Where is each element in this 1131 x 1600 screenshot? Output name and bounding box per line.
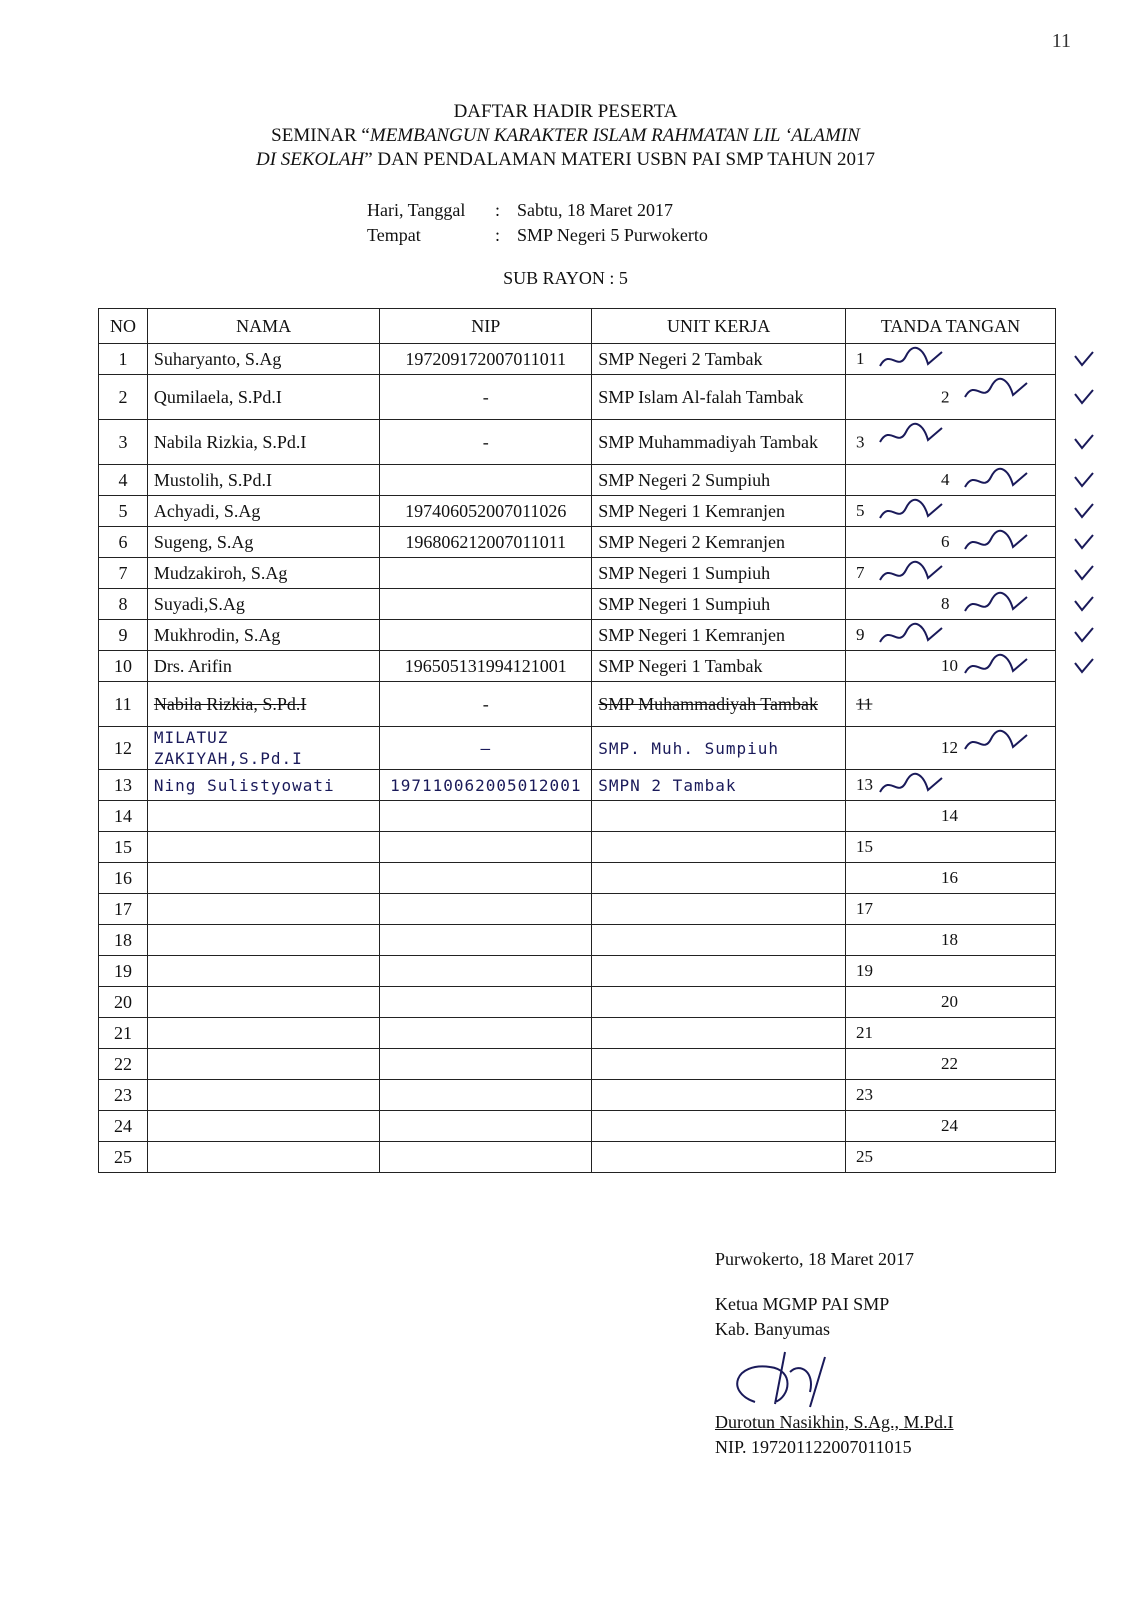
cell-nama bbox=[147, 496, 379, 527]
cell-nama-text: Drs. Arifin bbox=[153, 655, 232, 676]
cell-no bbox=[99, 1111, 148, 1142]
cell-no bbox=[99, 925, 148, 956]
col-header-unit: UNIT KERJA bbox=[592, 309, 846, 344]
cell-no-text: 25 bbox=[113, 1146, 132, 1167]
cell-no bbox=[99, 956, 148, 987]
cell-unit bbox=[592, 727, 846, 770]
table-row bbox=[99, 1111, 1056, 1142]
cell-signature bbox=[846, 344, 1056, 375]
cell-nama bbox=[147, 727, 379, 770]
cell-unit bbox=[592, 375, 846, 420]
cell-nama bbox=[147, 558, 379, 589]
cell-no-text: 24 bbox=[113, 1115, 132, 1136]
cell-nama-text: Sugeng, S.Ag bbox=[153, 531, 254, 552]
cell-nama bbox=[147, 589, 379, 620]
check-mark-icon bbox=[1073, 595, 1095, 613]
cell-nama bbox=[147, 1018, 379, 1049]
signature-number: 10 bbox=[941, 656, 959, 675]
cell-signature bbox=[846, 1018, 1056, 1049]
table-row bbox=[99, 801, 1056, 832]
cell-nama bbox=[147, 894, 379, 925]
cell-signature bbox=[846, 1111, 1056, 1142]
cell-unit bbox=[592, 465, 846, 496]
cell-signature bbox=[846, 527, 1056, 558]
footer-role-2: Kab. Banyumas bbox=[715, 1319, 830, 1339]
table-row bbox=[99, 894, 1056, 925]
cell-no bbox=[99, 1080, 148, 1111]
cell-no bbox=[99, 496, 148, 527]
cell-signature bbox=[846, 420, 1056, 465]
cell-nip bbox=[380, 651, 592, 682]
cell-signature bbox=[846, 1142, 1056, 1173]
day-label: Hari, Tanggal bbox=[367, 200, 466, 220]
chair-signature bbox=[715, 1342, 954, 1410]
signature-mark bbox=[961, 377, 1031, 405]
signature-number: 18 bbox=[941, 930, 959, 949]
signature-mark bbox=[961, 591, 1031, 619]
cell-nama bbox=[147, 682, 379, 727]
cell-signature bbox=[846, 589, 1056, 620]
cell-nip-text: 196505131994121001 bbox=[404, 655, 567, 676]
cell-nip bbox=[380, 496, 592, 527]
cell-nip-text: — bbox=[480, 738, 492, 758]
signature-number: 12 bbox=[941, 738, 959, 757]
cell-nip bbox=[380, 956, 592, 987]
table-row bbox=[99, 527, 1056, 558]
table-row bbox=[99, 620, 1056, 651]
cell-unit-text: SMP Negeri 1 Tambak bbox=[598, 655, 763, 676]
table-row bbox=[99, 956, 1056, 987]
cell-nama-text: Mukhrodin, S.Ag bbox=[153, 624, 281, 645]
cell-nama-text: Suyadi,S.Ag bbox=[153, 593, 245, 614]
cell-nip bbox=[380, 770, 592, 801]
signature-number: 25 bbox=[856, 1147, 874, 1166]
cell-no-text: 20 bbox=[113, 991, 132, 1012]
cell-signature bbox=[846, 1049, 1056, 1080]
cell-no bbox=[99, 727, 148, 770]
cell-signature bbox=[846, 832, 1056, 863]
col-header-nama: NAMA bbox=[147, 309, 379, 344]
cell-nip-text: - bbox=[482, 693, 489, 714]
cell-no bbox=[99, 863, 148, 894]
cell-no bbox=[99, 987, 148, 1018]
table-row bbox=[99, 344, 1056, 375]
cell-unit-text: SMP Negeri 2 Sumpiuh bbox=[598, 469, 771, 490]
cell-nama bbox=[147, 770, 379, 801]
cell-nip bbox=[380, 682, 592, 727]
cell-no-text: 23 bbox=[113, 1084, 132, 1105]
cell-unit bbox=[592, 987, 846, 1018]
cell-no-text: 8 bbox=[118, 593, 128, 614]
table-row bbox=[99, 682, 1056, 727]
cell-unit-text: SMP Islam Al-falah Tambak bbox=[598, 386, 804, 407]
table-row bbox=[99, 1049, 1056, 1080]
cell-no-text: 18 bbox=[113, 929, 132, 950]
cell-no bbox=[99, 527, 148, 558]
signature-number: 15 bbox=[856, 837, 874, 856]
cell-unit bbox=[592, 1142, 846, 1173]
cell-no-text: 13 bbox=[113, 774, 132, 795]
cell-signature bbox=[846, 558, 1056, 589]
signature-number: 20 bbox=[941, 992, 959, 1011]
table-row bbox=[99, 558, 1056, 589]
footer-place-date: Purwokerto, 18 Maret 2017 bbox=[715, 1249, 914, 1269]
heading-line-2 bbox=[0, 124, 1131, 148]
place-label: Tempat bbox=[367, 225, 421, 245]
cell-signature bbox=[846, 770, 1056, 801]
heading-line-1: DAFTAR HADIR PESERTA bbox=[453, 101, 678, 122]
cell-nip bbox=[380, 801, 592, 832]
table-row bbox=[99, 727, 1056, 770]
signature-mark bbox=[876, 346, 946, 374]
cell-nip-text: 197406052007011026 bbox=[405, 500, 567, 521]
cell-no bbox=[99, 770, 148, 801]
cell-signature bbox=[846, 956, 1056, 987]
cell-no-text: 5 bbox=[118, 500, 128, 521]
cell-unit-text: SMP Muhammadiyah Tambak bbox=[598, 431, 818, 452]
signature-mark bbox=[876, 560, 946, 588]
cell-nip bbox=[380, 1049, 592, 1080]
cell-nip bbox=[380, 832, 592, 863]
cell-nip bbox=[380, 1142, 592, 1173]
cell-signature bbox=[846, 727, 1056, 770]
cell-nip bbox=[380, 1080, 592, 1111]
cell-nip bbox=[380, 465, 592, 496]
check-mark-icon bbox=[1073, 350, 1095, 368]
heading-prefix: SEMINAR “ bbox=[271, 125, 370, 146]
cell-no bbox=[99, 801, 148, 832]
cell-no bbox=[99, 1142, 148, 1173]
day-value: Sabtu, 18 Maret 2017 bbox=[517, 200, 673, 220]
info-day-row bbox=[367, 198, 708, 223]
cell-nip-text: - bbox=[482, 386, 489, 407]
col-header-nip: NIP bbox=[380, 309, 592, 344]
table-row bbox=[99, 1080, 1056, 1111]
cell-no-text: 21 bbox=[113, 1022, 132, 1043]
heading-rest: ” DAN PENDALAMAN MATERI USBN PAI SMP TAHUN 2017 bbox=[364, 149, 876, 170]
cell-nip bbox=[380, 420, 592, 465]
cell-nip bbox=[380, 527, 592, 558]
cell-no bbox=[99, 1049, 148, 1080]
signature-number: 7 bbox=[856, 563, 865, 582]
cell-no-text: 22 bbox=[113, 1053, 132, 1074]
check-mark-icon bbox=[1073, 502, 1095, 520]
cell-signature bbox=[846, 925, 1056, 956]
cell-unit bbox=[592, 770, 846, 801]
heading-italic-title: MEMBANGUN KARAKTER ISLAM RAHMATAN LIL ‘ALAMIN bbox=[369, 125, 860, 146]
cell-nip bbox=[380, 894, 592, 925]
cell-signature bbox=[846, 620, 1056, 651]
signature-number: 23 bbox=[856, 1085, 874, 1104]
cell-nip bbox=[380, 558, 592, 589]
cell-nama bbox=[147, 1049, 379, 1080]
cell-no bbox=[99, 558, 148, 589]
cell-signature bbox=[846, 863, 1056, 894]
cell-unit bbox=[592, 420, 846, 465]
signature-number: 14 bbox=[941, 806, 959, 825]
cell-no-text: 11 bbox=[114, 693, 132, 714]
cell-unit-text: SMP Negeri 1 Kemranjen bbox=[598, 624, 786, 645]
cell-unit-text: SMP Negeri 2 Kemranjen bbox=[598, 531, 786, 552]
cell-unit bbox=[592, 863, 846, 894]
cell-no bbox=[99, 651, 148, 682]
table-row bbox=[99, 770, 1056, 801]
cell-no bbox=[99, 589, 148, 620]
cell-unit bbox=[592, 894, 846, 925]
cell-nama bbox=[147, 527, 379, 558]
cell-nama bbox=[147, 1111, 379, 1142]
cell-signature bbox=[846, 801, 1056, 832]
cell-unit bbox=[592, 801, 846, 832]
cell-nip bbox=[380, 925, 592, 956]
table-row bbox=[99, 420, 1056, 465]
event-info bbox=[367, 198, 708, 248]
cell-nama-text: Mudzakiroh, S.Ag bbox=[153, 562, 288, 583]
table-row bbox=[99, 863, 1056, 894]
cell-no-text: 9 bbox=[118, 624, 128, 645]
cell-nip bbox=[380, 987, 592, 1018]
cell-unit bbox=[592, 651, 846, 682]
cell-unit bbox=[592, 1049, 846, 1080]
cell-nama bbox=[147, 956, 379, 987]
signature-number: 19 bbox=[856, 961, 874, 980]
table-body bbox=[99, 344, 1056, 1173]
cell-unit bbox=[592, 1111, 846, 1142]
cell-signature bbox=[846, 987, 1056, 1018]
table-row bbox=[99, 1142, 1056, 1173]
sub-rayon: SUB RAYON : 5 bbox=[503, 268, 628, 288]
chair-nip: NIP. 197201122007011015 bbox=[715, 1437, 912, 1457]
check-mark-icon bbox=[1073, 388, 1095, 406]
cell-no-text: 10 bbox=[113, 655, 132, 676]
cell-nama bbox=[147, 465, 379, 496]
attendance-table bbox=[98, 308, 1056, 1173]
cell-nama bbox=[147, 375, 379, 420]
cell-nama bbox=[147, 832, 379, 863]
cell-nip bbox=[380, 344, 592, 375]
cell-no-text: 12 bbox=[113, 737, 132, 758]
cell-nama bbox=[147, 1080, 379, 1111]
signature-number: 24 bbox=[941, 1116, 959, 1135]
table-row bbox=[99, 925, 1056, 956]
footer-signature-block bbox=[715, 1247, 954, 1460]
table-header-row bbox=[99, 309, 1056, 344]
signature-number: 6 bbox=[941, 532, 950, 551]
cell-no bbox=[99, 832, 148, 863]
signature-number: 9 bbox=[856, 625, 865, 644]
check-mark-icon bbox=[1073, 626, 1095, 644]
footer-role-1: Ketua MGMP PAI SMP bbox=[715, 1294, 890, 1314]
cell-no-text: 7 bbox=[118, 562, 128, 583]
cell-nama bbox=[147, 863, 379, 894]
signature-mark bbox=[876, 422, 946, 450]
cell-no bbox=[99, 682, 148, 727]
cell-nama-text: MILATUZ ZAKIYAH,S.Pd.I bbox=[153, 728, 303, 768]
cell-signature bbox=[846, 682, 1056, 727]
cell-signature bbox=[846, 465, 1056, 496]
table-row bbox=[99, 832, 1056, 863]
cell-signature bbox=[846, 496, 1056, 527]
cell-unit bbox=[592, 956, 846, 987]
cell-nip bbox=[380, 589, 592, 620]
cell-unit bbox=[592, 1080, 846, 1111]
signature-number: 16 bbox=[941, 868, 959, 887]
cell-no-text: 16 bbox=[113, 867, 132, 888]
cell-nama-text: Achyadi, S.Ag bbox=[153, 500, 261, 521]
cell-nip-text: 197209172007011011 bbox=[405, 348, 567, 369]
table-row bbox=[99, 375, 1056, 420]
cell-nama-text: Mustolih, S.Pd.I bbox=[153, 469, 272, 490]
col-header-tanda-tangan: TANDA TANGAN bbox=[846, 309, 1056, 344]
signature-number: 1 bbox=[856, 349, 865, 368]
cell-unit-text: SMP Negeri 1 Kemranjen bbox=[598, 500, 786, 521]
cell-signature bbox=[846, 894, 1056, 925]
signature-number: 8 bbox=[941, 594, 950, 613]
cell-nama bbox=[147, 1142, 379, 1173]
info-place-row bbox=[367, 223, 708, 248]
signature-number: 22 bbox=[941, 1054, 959, 1073]
cell-nip bbox=[380, 620, 592, 651]
cell-nama-text: Ning Sulistyowati bbox=[153, 775, 335, 795]
cell-nama-text: Suharyanto, S.Ag bbox=[153, 348, 282, 369]
cell-signature bbox=[846, 651, 1056, 682]
cell-unit bbox=[592, 1018, 846, 1049]
cell-nama bbox=[147, 420, 379, 465]
table-row bbox=[99, 589, 1056, 620]
signature-number: 5 bbox=[856, 501, 865, 520]
cell-nip-text: - bbox=[482, 431, 489, 452]
cell-no bbox=[99, 344, 148, 375]
signature-mark bbox=[961, 467, 1031, 495]
check-mark-icon bbox=[1073, 657, 1095, 675]
cell-no bbox=[99, 420, 148, 465]
cell-no-text: 6 bbox=[118, 531, 128, 552]
cell-no bbox=[99, 620, 148, 651]
cell-no bbox=[99, 465, 148, 496]
col-header-no: NO bbox=[99, 309, 148, 344]
signature-mark bbox=[876, 772, 946, 800]
cell-unit-text: SMP Negeri 1 Sumpiuh bbox=[598, 562, 771, 583]
signature-mark bbox=[876, 498, 946, 526]
table-row bbox=[99, 651, 1056, 682]
cell-no bbox=[99, 1018, 148, 1049]
cell-unit bbox=[592, 558, 846, 589]
table-row bbox=[99, 496, 1056, 527]
document-heading bbox=[0, 100, 1131, 172]
signature-number: 17 bbox=[856, 899, 874, 918]
heading-italic-school: DI SEKOLAH bbox=[255, 149, 365, 170]
cell-nip-text: 196806212007011011 bbox=[405, 531, 567, 552]
cell-nama bbox=[147, 620, 379, 651]
cell-nama-text: Nabila Rizkia, S.Pd.I bbox=[153, 693, 307, 714]
cell-unit bbox=[592, 832, 846, 863]
signature-number: 13 bbox=[856, 775, 874, 794]
check-mark-icon bbox=[1073, 433, 1095, 451]
cell-no-text: 19 bbox=[113, 960, 132, 981]
cell-unit bbox=[592, 344, 846, 375]
cell-unit-text: SMP Negeri 2 Tambak bbox=[598, 348, 763, 369]
cell-nip bbox=[380, 727, 592, 770]
check-mark-icon bbox=[1073, 533, 1095, 551]
check-mark-icon bbox=[1073, 471, 1095, 489]
cell-nip bbox=[380, 863, 592, 894]
chair-name: Durotun Nasikhin, S.Ag., M.Pd.I bbox=[715, 1412, 954, 1432]
cell-nama-text: Qumilaela, S.Pd.I bbox=[153, 386, 282, 407]
table-row bbox=[99, 987, 1056, 1018]
cell-nama bbox=[147, 925, 379, 956]
cell-unit bbox=[592, 527, 846, 558]
cell-unit bbox=[592, 925, 846, 956]
cell-signature bbox=[846, 375, 1056, 420]
cell-nip bbox=[380, 1018, 592, 1049]
cell-nama-text: Nabila Rizkia, S.Pd.I bbox=[153, 431, 307, 452]
cell-no-text: 14 bbox=[113, 805, 132, 826]
signature-number: 2 bbox=[941, 387, 950, 407]
cell-unit bbox=[592, 496, 846, 527]
day-separator: : bbox=[495, 200, 501, 220]
table-row bbox=[99, 465, 1056, 496]
cell-no bbox=[99, 894, 148, 925]
signature-number: 21 bbox=[856, 1023, 874, 1042]
cell-no-text: 4 bbox=[118, 469, 128, 490]
cell-nama bbox=[147, 987, 379, 1018]
cell-nama bbox=[147, 344, 379, 375]
cell-nip bbox=[380, 375, 592, 420]
signature-number: 11 bbox=[856, 694, 873, 714]
heading-line-3 bbox=[0, 148, 1131, 172]
cell-no-text: 17 bbox=[113, 898, 132, 919]
signature-number: 4 bbox=[941, 470, 950, 489]
cell-no-text: 3 bbox=[118, 431, 128, 452]
place-separator: : bbox=[495, 225, 501, 245]
cell-no-text: 15 bbox=[113, 836, 132, 857]
signature-mark bbox=[715, 1342, 875, 1410]
signature-number: 3 bbox=[856, 432, 865, 452]
cell-unit-text: SMPN 2 Tambak bbox=[598, 775, 737, 795]
cell-unit bbox=[592, 620, 846, 651]
page-number: 11 bbox=[1051, 30, 1071, 52]
cell-unit-text: SMP Negeri 1 Sumpiuh bbox=[598, 593, 771, 614]
table-row bbox=[99, 1018, 1056, 1049]
cell-signature bbox=[846, 1080, 1056, 1111]
signature-mark bbox=[961, 653, 1031, 681]
cell-unit-text: SMP Muhammadiyah Tambak bbox=[598, 693, 818, 714]
cell-unit bbox=[592, 682, 846, 727]
cell-nama bbox=[147, 651, 379, 682]
cell-no-text: 2 bbox=[118, 386, 128, 407]
cell-nip bbox=[380, 1111, 592, 1142]
signature-mark bbox=[876, 622, 946, 650]
signature-mark bbox=[961, 529, 1031, 557]
cell-no-text: 1 bbox=[118, 348, 128, 369]
signature-mark bbox=[961, 729, 1031, 757]
place-value: SMP Negeri 5 Purwokerto bbox=[517, 225, 708, 245]
check-mark-icon bbox=[1073, 564, 1095, 582]
cell-no bbox=[99, 375, 148, 420]
cell-unit-text: SMP. Muh. Sumpiuh bbox=[598, 738, 780, 758]
cell-unit bbox=[592, 589, 846, 620]
cell-nama bbox=[147, 801, 379, 832]
cell-nip-text: 197110062005012001 bbox=[390, 775, 582, 795]
